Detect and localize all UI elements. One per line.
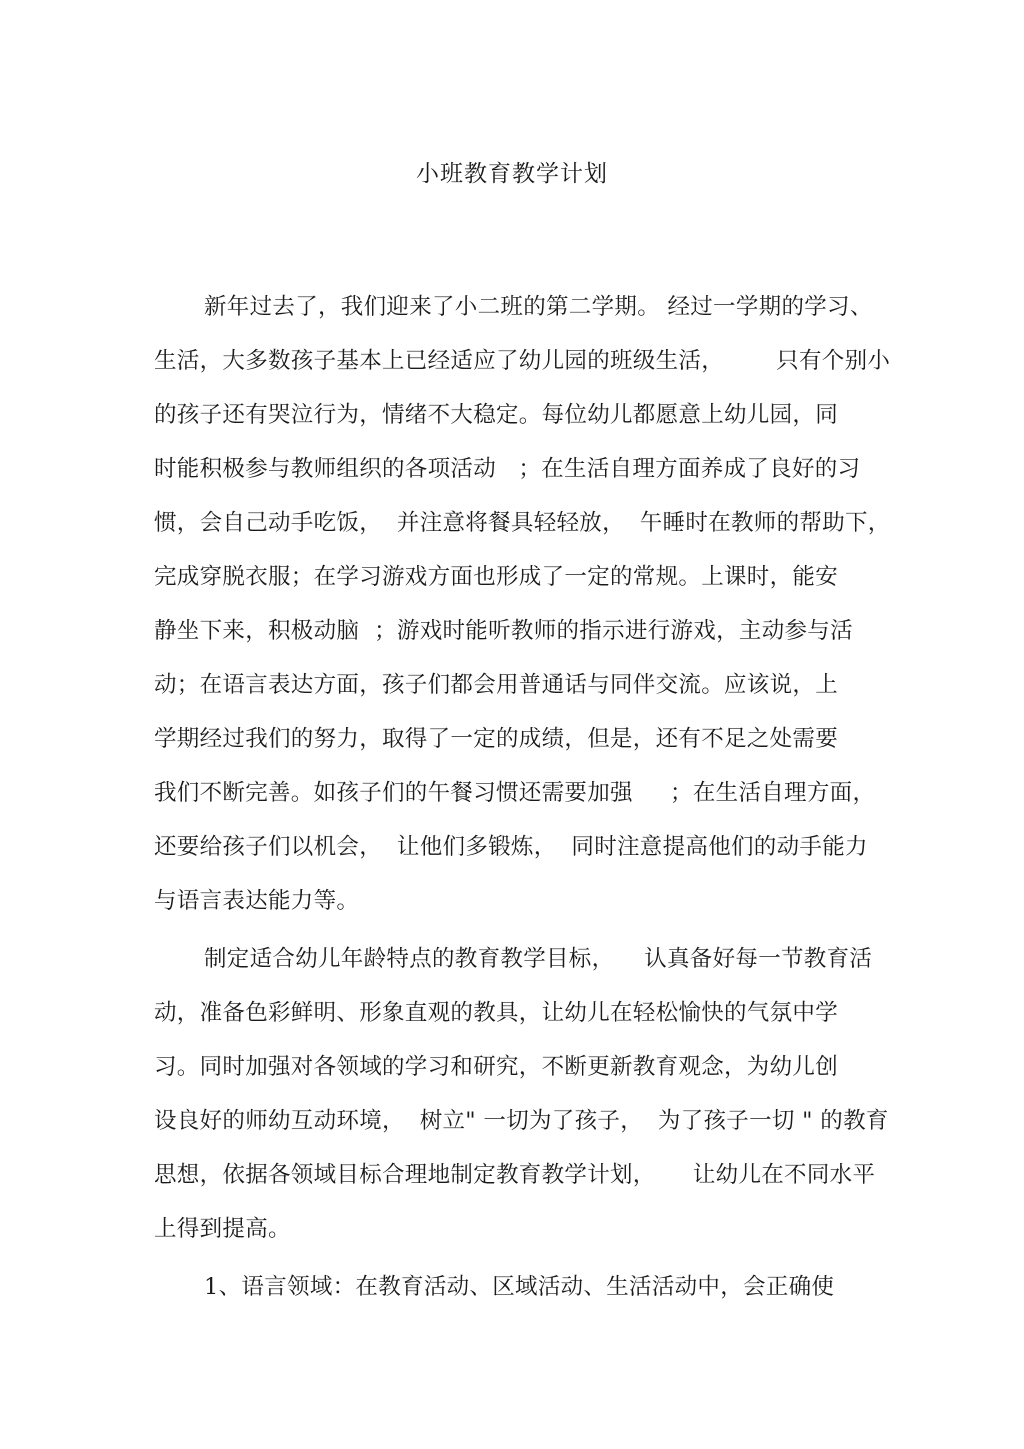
document-body xyxy=(154,288,891,1322)
paragraph-line: 1、语言领域：在教育活动、区域活动、生活活动中，会正确使 xyxy=(204,1274,835,1300)
paragraph-line: 新年过去了，我们迎来了小二班的第二学期。 经过一学期的学习、 xyxy=(204,294,873,320)
paragraph-line: 静坐下来，积极动脑 ；游戏时能听教师的指示进行游戏，主动参与活 xyxy=(154,618,853,644)
paragraph-line: 设良好的师幼互动环境， 树立" 一切为了孩子， 为了孩子一切 " 的教育 xyxy=(154,1108,889,1134)
paragraph-line: 思想，依据各领域目标合理地制定教育教学计划， 让幼儿在不同水平 xyxy=(154,1162,876,1188)
paragraph-line: 习。同时加强对各领域的学习和研究，不断更新教育观念，为幼儿创 xyxy=(154,1054,839,1080)
paragraph-line: 时能积极参与教师组织的各项活动 ；在生活自理方面养成了良好的习 xyxy=(154,456,861,482)
page-title: 小班教育教学计划 xyxy=(416,161,608,187)
paragraph-line: 还要给孩子们以机会， 让他们多锻炼， 同时注意提高他们的动手能力 xyxy=(154,834,868,860)
paragraph-line: 我们不断完善。如孩子们的午餐习惯还需要加强 ；在生活自理方面， xyxy=(154,780,876,806)
paragraph-line: 学期经过我们的努力，取得了一定的成绩，但是，还有不足之处需要 xyxy=(154,726,839,752)
paragraph-line: 与语言表达能力等。 xyxy=(154,888,360,914)
paragraph-line: 完成穿脱衣服；在学习游戏方面也形成了一定的常规。上课时，能安 xyxy=(154,564,839,590)
paragraph-line: 的孩子还有哭泣行为，情绪不大稳定。每位幼儿都愿意上幼儿园，同 xyxy=(154,402,839,428)
paragraph-line: 制定适合幼儿年龄特点的教育教学目标， 认真备好每一节教育活 xyxy=(204,946,873,972)
paragraph-line: 上得到提高。 xyxy=(154,1216,291,1242)
paragraph-line: 惯，会自己动手吃饭， 并注意将餐具轻轻放， 午睡时在教师的帮助下， xyxy=(154,510,891,536)
paragraph-line: 动；在语言表达方面，孩子们都会用普通话与同伴交流。应该说，上 xyxy=(154,672,839,698)
paragraph-line: 生活，大多数孩子基本上已经适应了幼儿园的班级生活， 只有个别小 xyxy=(154,348,891,374)
paragraph-line: 动，准备色彩鲜明、形象直观的教具，让幼儿在轻松愉快的气氛中学 xyxy=(154,1000,839,1026)
